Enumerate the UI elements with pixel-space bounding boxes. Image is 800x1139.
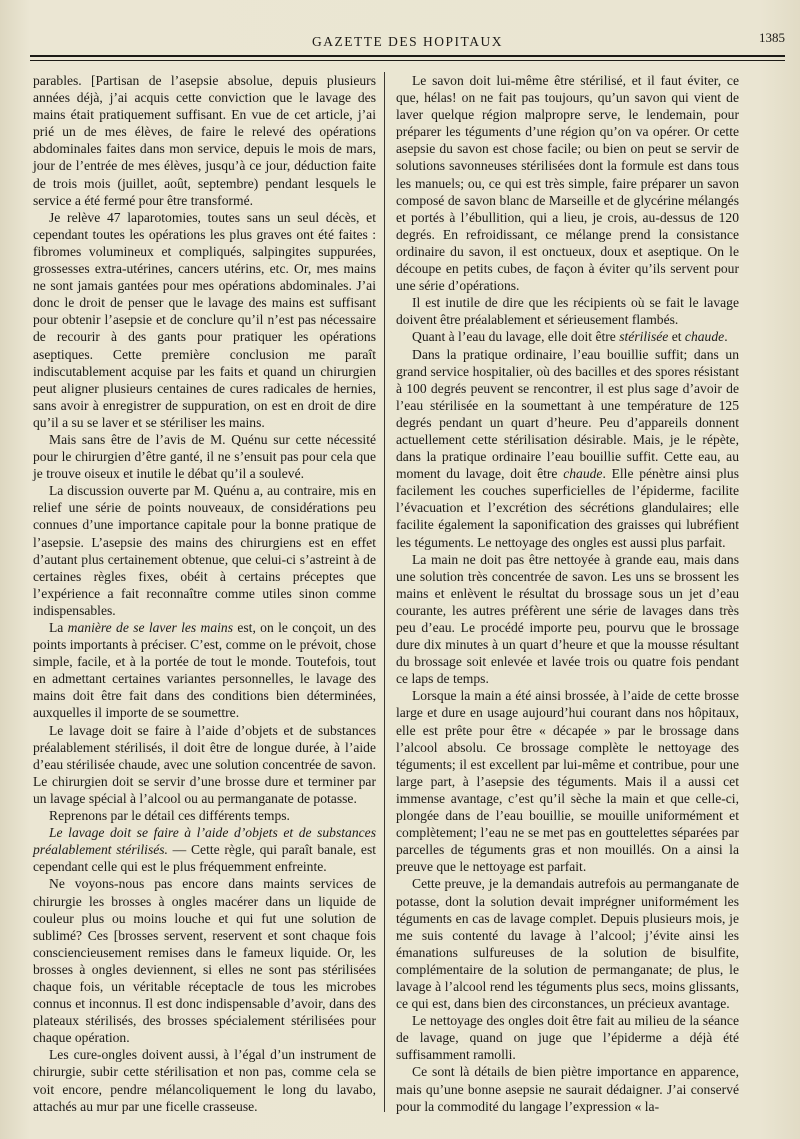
paragraph (33, 824, 376, 875)
italic-word: stérilisée (619, 329, 669, 345)
text-run: . (724, 329, 728, 345)
paragraph: Ce sont là détails de bien piètre importance en apparence, mais qu’une bonne asepsie ne saurait dédaigner. J’ai conservé pour la commodité du langage l’expression « la- (396, 1064, 739, 1114)
text-run: La (49, 620, 68, 635)
paragraph (33, 619, 376, 722)
paragraph: Lorsque la main a été ainsi brossée, à l’aide de cette brosse large et dure en usage aujourd’hui courant dans nos hôpitaux, elle est prête pour être « décapée » par le brossage dans l’alcool absolu. Ce brossage complète le nettoyage des téguments; il est excellent par lui-même et contribue, pour une large part, à l’asepsie des téguments. Mais il a aussi cet immense avantage, c’est qu’il sèche la main et que celle-ci, plongée dans de l’eau bouillie, se mouille uniformément et complètement; l’eau ne se met pas en gouttelettes séparées par parcelles de téguments gras et non mouillés. On a ainsi la preuve que le nettoyage est parfait. (396, 688, 739, 875)
text-run: Quant à l’eau du lavage, elle doit être (412, 329, 620, 345)
right-column (396, 72, 739, 1115)
paragraph: La main ne doit pas être nettoyée à grande eau, mais dans une solution très concentrée de savon. Les uns se brossent les mains et enlèvent le résultat du brossage sous un jet d’eau courante, les autres préfèrent une série de lavages dans très peu d’eau. Le procédé importe peu, pourvu que le brossage dure dix minutes à un quart d’heure et que la mousse résultant du brossage soit enlevée et lavée trois ou quatre fois pendant ce laps de temps. (396, 551, 739, 687)
italic-rule-heading: Le lavage doit se faire à l’aide d’objets et de substances préalablement stérilisés. (33, 825, 376, 858)
paragraph: Mais sans être de l’avis de M. Quénu sur cette nécessité pour le chirurgien d’être ganté, il ne s’ensuit pas pour cela que je trouve oiseux et inutile le débat qu’il a soulevé. (33, 431, 376, 482)
paragraph: Je relève 47 laparotomies, toutes sans un seul décès, et cependant toutes les opérations les plus graves ont été faites : fibromes volumineux et compliqués, salpingites suppurées, grossesses extra-utérines, cancers utérins, etc. Or, mes mains ne sont jamais gantées pour mes opérations abdominales. J’ai donc le droit de penser que le lavage des mains est suffisant pour obtenir l’asepsie et de conclure qu’il n’est pas nécessaire de recourir à des gants pour pratiquer les opérations aseptiques. Cette première conclusion me paraît indiscutablement acquise par les faits et quand un chirurgien peut aligner plusieurs centaines de cures radicales de hernies, sans avoir à enregistrer de suppuration, on est en droit de dire qu’il a su se laver et se stériliser les mains. (33, 209, 376, 430)
paragraph: Il est inutile de dire que les récipients où se fait le lavage doivent être préalablement et sérieusement flambés. (396, 295, 739, 328)
text-run: . Elle pénètre ainsi plus facilement les couches superficielles de l’épiderme, facilite l’évacuation et l’excrétion des sécrétions glandulaires; elle facilite également la saponification des graisses qui lubréfient les téguments. Le nettoyage des ongles est aussi plus parfait. (396, 466, 739, 550)
text-run: — Cette règle, qui paraît banale, est cependant celle qui est le plus fréquemment enfreinte. (33, 842, 377, 875)
text-run: et (668, 329, 685, 345)
text-run: Dans la pratique ordinaire, l’eau bouillie suffit; dans un grand service hospitalier, où des bacilles et des spores résistant à 100 degrés peuvent se rencontrer, il est plus sage d’avoir de l’eau stérilisée en la soumettant à une température de 125 degrés pendant un quart d’heure. Peu d’appareils donnent actuellement cette stérilisation désirable. Mais, je le répète, dans la pratique ordinaire l’eau bouillie suffit. Cette eau, au moment du lavage, doit être (396, 346, 739, 482)
journal-title: GAZETTE DES HOPITAUX (312, 34, 503, 49)
paragraph: Le lavage doit se faire à l’aide d’objets et de substances préalablement stérilisés, il doit être de longue durée, à l’aide d’eau stérilisée chaude, avec une solution concentrée de savon. Le chirurgien doit se servir d’une brosse dure et terminer par un lavage spécial à l’alcool ou au permanganate de potasse. (33, 722, 376, 806)
italic-word: chaude (563, 466, 603, 482)
header-rule-thick (30, 55, 785, 57)
paragraph: Les cure-ongles doivent aussi, à l’égal d’un instrument de chirurgie, subir cette stérilisation et non pas, comme cela se voit encore, pendre mélancoliquement le long du lavabo, attachés au mur par une ficelle crasseuse. (33, 1047, 376, 1114)
page-number: 1385 (759, 30, 785, 45)
header-rule-thin (30, 60, 785, 61)
paragraph: parables. [Partisan de l’asepsie absolue, depuis plusieurs années déjà, j’ai acquis cette conviction que le lavage des mains était pratiquement suffisant. En vue de cet article, j’ai prié un de mes élèves, de faire le relevé des opérations abdominales faites dans mon service, depuis le mois de mars, jour de l’entrée de mes élèves, jusqu’à ce jour, déduction faite de trois mois (juillet, août, septembre) pendant lesquels le service a été fermé pour être transformé. (33, 73, 376, 208)
text-run: est, on le conçoit, un des points importants à préciser. C’est, comme on le prévoit, chose simple, facile, et à la portée de tout le monde. Toutefois, tout en admettant certaines variantes personnelles, le lavage des mains doit être fait dans des conditions bien déterminées, auxquelles il importe de se soumettre. (33, 620, 376, 721)
paragraph (396, 328, 739, 345)
paragraph: Le savon doit lui-même être stérilisé, et il faut éviter, ce que, hélas! on ne fait pas toujours, qu’un savon qui vient de laver quelque région malpropre serve, le lendemain, pour préparer les téguments d’une région qu’on va opérer. Or cette asepsie du savon est chose facile; ou bien on peut se servir de solutions savonneuses stérilisées dont la formule est dans tous les manuels; ou, ce qui est très simple, faire préparer un savon composé de savon blanc de Marseille et de glycérine mélangés et portés à l’ébullition, qui a lieu, je crois, au-dessus de 120 degrés. En refroidissant, ce mélange prend la consistance ordinaire du savon, il est onctueux, doux et aseptique. On le découpe en petits cubes, de façon à éviter qu’ils servent pour une série d’opérations. (396, 73, 739, 294)
paragraph: Le nettoyage des ongles doit être fait au milieu de la séance de lavage, quand on juge que l’épiderme a déjà été suffisamment ramolli. (396, 1013, 739, 1063)
italic-phrase: manière de se laver les mains (67, 620, 234, 635)
paragraph (396, 346, 739, 551)
paragraph: La discussion ouverte par M. Quénu a, au contraire, mis en relief une série de points nouveaux, de considérations peu connues d’une importance capitale pour la bonne pratique de l’asepsie. L’asepsie des mains des chirurgiens est en effet d’autant plus certainement obtenue, que celui-ci s’astreint à de certaines règles fixes, obéit à certains préceptes que l’expérience a fait reconnaître comme utiles sinon comme indispensables. (33, 483, 376, 618)
left-column (33, 72, 376, 1115)
paragraph: Ne voyons-nous pas encore dans maints services de chirurgie les brosses à ongles macérer dans un liquide de couleur plus ou moins louche et qui fut une solution de sublimé? Ces [brosses servent, reservent et sont chaque fois consciencieusement remises dans le fameux liquide. Or, les brosses à ongles deviennent, si elles ne sont pas stérilisées chaque fois, un véritable réceptacle de tous les microbes connus et inconnus. Il est donc indispensable d’avoir, dans des plateaux stérilisés, des brosses spécialement stérilisées pour chaque opération. (33, 876, 376, 1046)
paragraph: Reprenons par le détail ces différents temps. (49, 808, 290, 824)
italic-word: chaude (684, 329, 725, 345)
column-divider (384, 72, 385, 1112)
paragraph: Cette preuve, je la demandais autrefois au permanganate de potasse, dont la solution devait imprégner uniformément les téguments en cas de lavage complet. Depuis plusieurs mois, je me suis contenté du lavage à l’alcool; j’évite ainsi les émanations sulfureuses de la solution de bisulfite, complémentaire de la solution de permanganate; de plus, le lavage à l’alcool rend les téguments plus secs, moins glissants, ce qui est, dans bien des circonstances, un précieux avantage. (396, 876, 739, 1012)
